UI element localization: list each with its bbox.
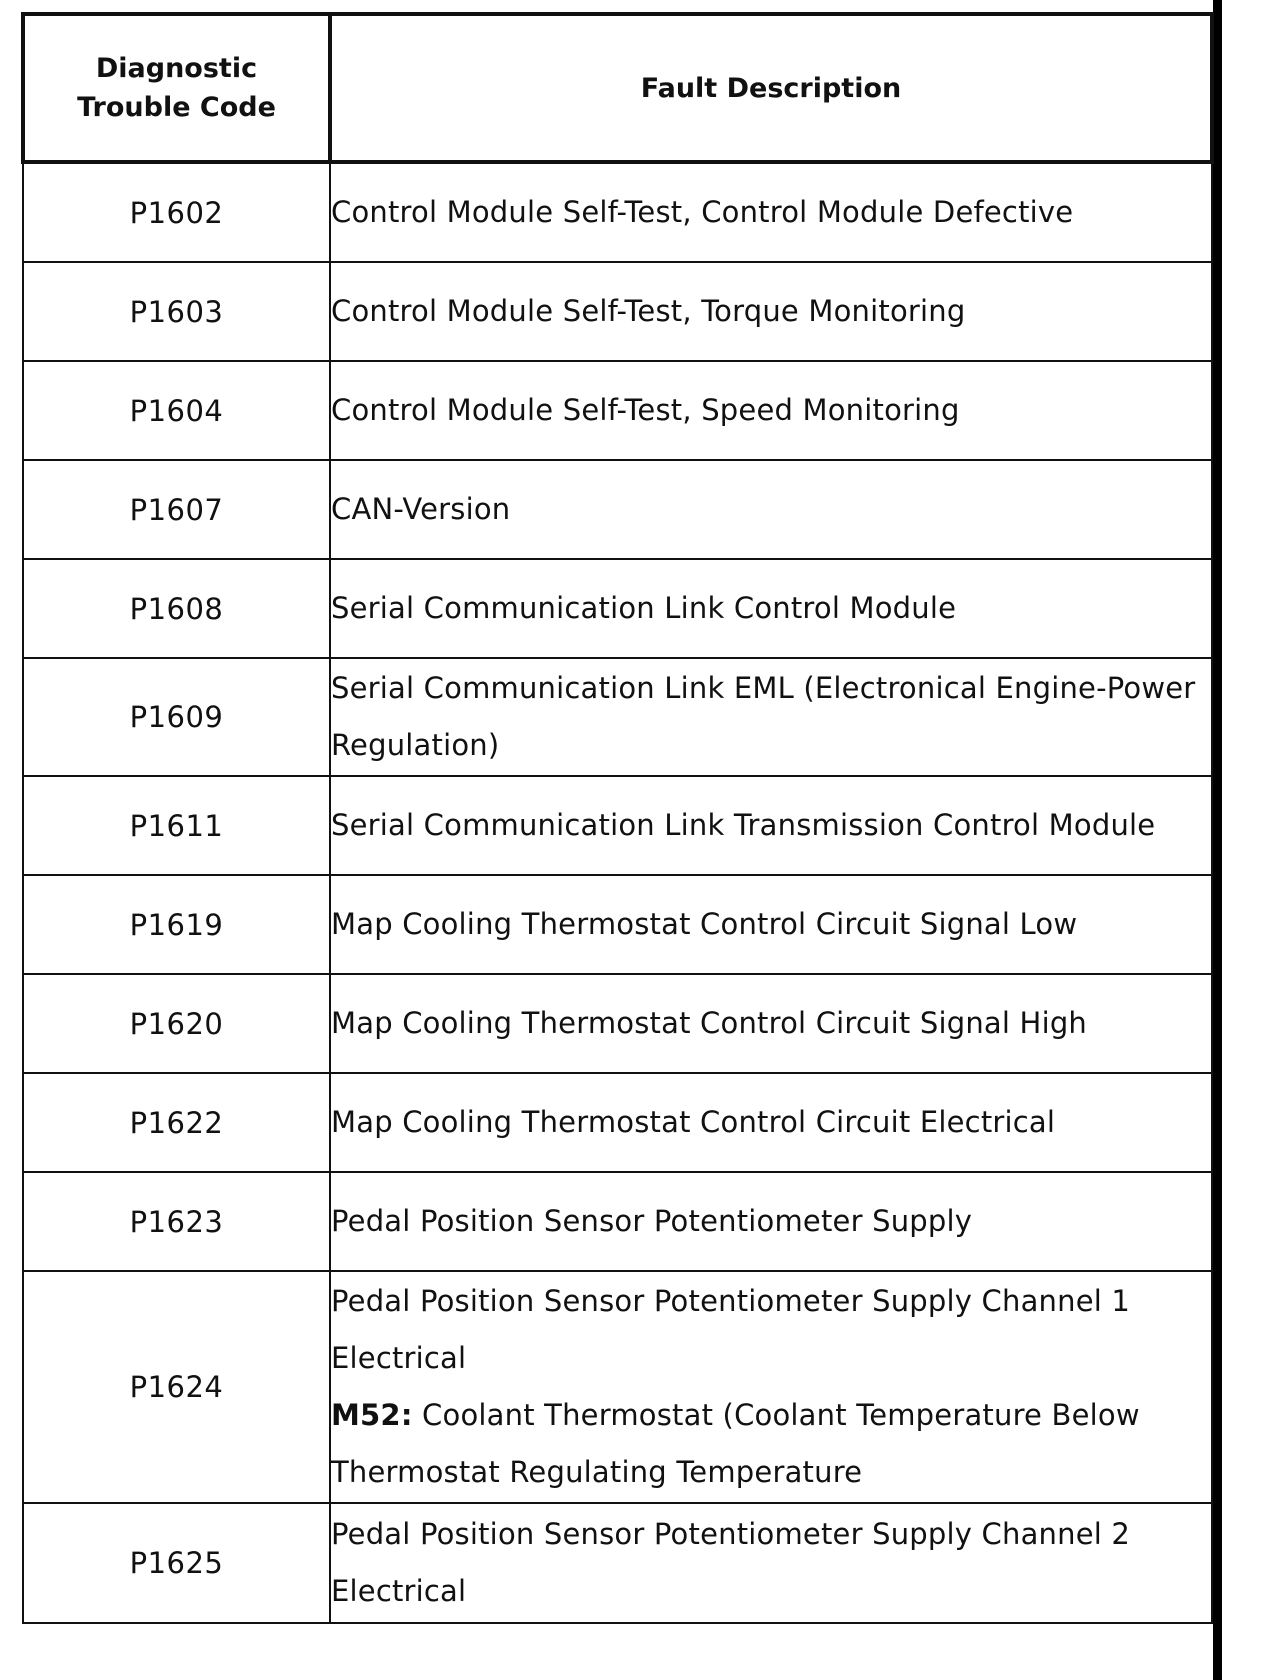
header-code: Diagnostic Trouble Code [23,14,330,162]
dtc-code: P1604 [23,361,330,460]
table-row [23,1073,1212,1172]
fault-description: Control Module Self-Test, Speed Monitoring [330,361,1212,460]
table-row [23,1271,1212,1503]
fault-description: Pedal Position Sensor Potentiometer Supply Channel 2 Electrical [330,1503,1212,1623]
dtc-table [21,12,1214,1624]
fault-description: Pedal Position Sensor Potentiometer Supply [330,1172,1212,1271]
table-header [23,14,1212,162]
dtc-code: P1603 [23,262,330,361]
table-row [23,1172,1212,1271]
table-row [23,1503,1212,1623]
dtc-code: P1623 [23,1172,330,1271]
table-row [23,559,1212,658]
engine-variant-label: M52: [331,1398,413,1432]
table-row [23,460,1212,559]
page-edge-rule [1213,0,1222,1680]
table-row [23,162,1212,262]
dtc-code: P1608 [23,559,330,658]
dtc-code: P1609 [23,658,330,776]
fault-description: CAN-Version [330,460,1212,559]
table-row [23,974,1212,1073]
fault-description: Control Module Self-Test, Control Module Defective [330,162,1212,262]
engine-variant-text: Coolant Thermostat (Coolant Temperature Below Thermostat Regulating Temperature [331,1398,1140,1489]
table-row [23,875,1212,974]
fault-description: Map Cooling Thermostat Control Circuit Electrical [330,1073,1212,1172]
engine-variant-note [331,1387,1211,1501]
table-row [23,776,1212,875]
dtc-code: P1625 [23,1503,330,1623]
table-row [23,361,1212,460]
dtc-code: P1602 [23,162,330,262]
table-row [23,262,1212,361]
header-row [23,14,1212,162]
header-description: Fault Description [330,14,1212,162]
fault-description: Serial Communication Link Control Module [330,559,1212,658]
fault-description: Pedal Position Sensor Potentiometer Supply Channel 1 Electrical [331,1284,1131,1375]
table-body [23,162,1212,1623]
fault-description: Serial Communication Link Transmission Control Module [330,776,1212,875]
table-row [23,658,1212,776]
dtc-code: P1624 [23,1271,330,1503]
fault-description-cell [330,1271,1212,1503]
dtc-code: P1619 [23,875,330,974]
dtc-code: P1611 [23,776,330,875]
dtc-code: P1607 [23,460,330,559]
fault-description: Control Module Self-Test, Torque Monitoring [330,262,1212,361]
dtc-code: P1622 [23,1073,330,1172]
dtc-code: P1620 [23,974,330,1073]
fault-description: Map Cooling Thermostat Control Circuit Signal High [330,974,1212,1073]
fault-description: Map Cooling Thermostat Control Circuit Signal Low [330,875,1212,974]
fault-description: Serial Communication Link EML (Electronical Engine-Power Regulation) [330,658,1212,776]
